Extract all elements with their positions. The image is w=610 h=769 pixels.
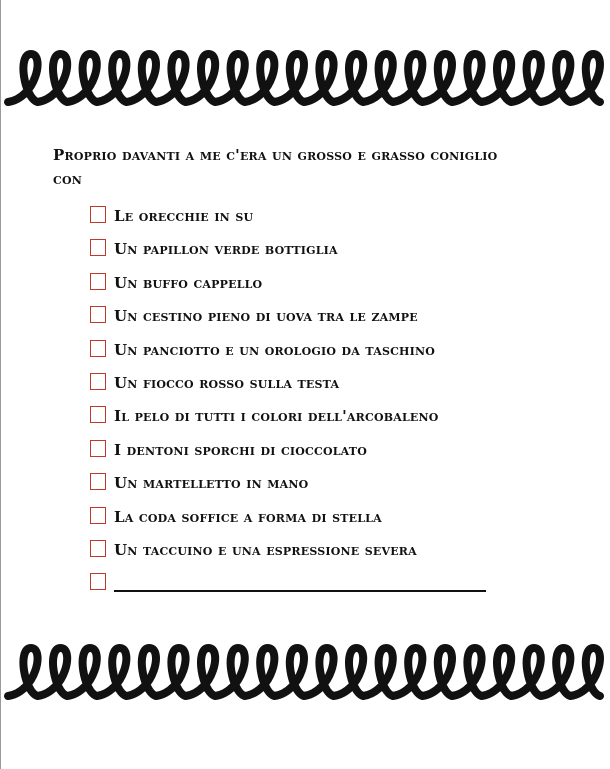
- checkbox[interactable]: [90, 540, 106, 557]
- checklist-item-label: Un buffo cappello: [114, 273, 263, 292]
- checklist-item-label: Un taccuino e una espressione severa: [114, 540, 417, 559]
- checklist-item: [90, 405, 486, 438]
- checklist-item-label: Le orecchie in su: [114, 207, 254, 225]
- checklist-item-label: Un panciotto e un orologio da taschino: [114, 340, 436, 359]
- checklist: [90, 205, 486, 606]
- checklist-item: [90, 205, 486, 238]
- top-squiggle-border: [0, 30, 610, 120]
- checkbox[interactable]: [90, 373, 106, 390]
- checkbox[interactable]: [90, 273, 106, 290]
- checklist-item: [90, 472, 486, 505]
- checkbox[interactable]: [90, 440, 106, 457]
- bottom-squiggle-border: [0, 628, 610, 718]
- checkbox[interactable]: [90, 406, 106, 423]
- checkbox[interactable]: [90, 239, 106, 256]
- checklist-item-label: I dentoni sporchi di cioccolato: [114, 440, 367, 459]
- checklist-item-label: Un martelletto in mano: [114, 474, 309, 493]
- checkbox[interactable]: [90, 206, 106, 223]
- checklist-item: [90, 539, 486, 572]
- checklist-item-label: Un papillon verde bottiglia: [114, 240, 338, 259]
- checkbox[interactable]: [90, 340, 106, 357]
- checklist-item: [90, 372, 486, 405]
- checkbox[interactable]: [90, 573, 106, 590]
- checklist-item-label: La coda soffice a forma di stella: [114, 507, 382, 526]
- checklist-item-blank: [90, 572, 486, 605]
- checklist-item: [90, 339, 486, 372]
- checklist-item: [90, 506, 486, 539]
- checklist-item-label: Il pelo di tutti i colori dell'arcobaleno: [114, 407, 439, 426]
- write-in-line[interactable]: [114, 572, 486, 592]
- checklist-item: [90, 272, 486, 305]
- checklist-item-label: Un fiocco rosso sulla testa: [114, 373, 340, 392]
- checkbox[interactable]: [90, 473, 106, 490]
- checklist-item: [90, 238, 486, 271]
- checkbox[interactable]: [90, 306, 106, 323]
- checklist-item-label: Un cestino pieno di uova tra le zampe: [114, 307, 418, 326]
- checkbox[interactable]: [90, 507, 106, 524]
- intro-text: Proprio davanti a me c'era un grosso e grasso coniglio con: [53, 146, 498, 188]
- checklist-item: [90, 439, 486, 472]
- checklist-item: [90, 305, 486, 338]
